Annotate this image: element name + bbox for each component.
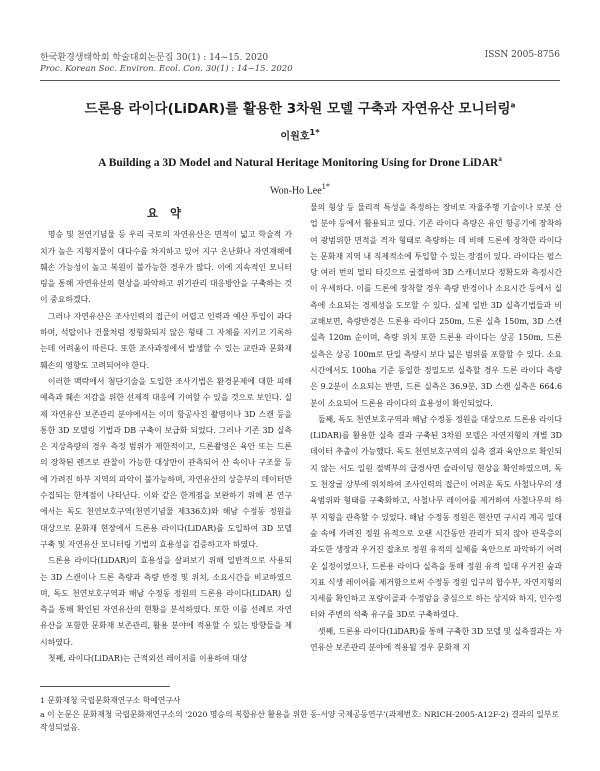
paragraph: 물의 형상 등 물리적 특성을 측정하는 장비로 자율주행 기술이나 로봇 산업 분야 등에서 활용되고 있다. 기존 라이다 측량은 유인 항공기에 장착하여 광범위한 면적을 격자 형태로 측량하는 데 비해 드론에 장착한 라이다는 문화재 지역 내 직제적소에 투입할 수 있는 장점이 있다. 라이다는 펄스 당 여러 번의 멀티 타깃으로 굴절하여 3D 스캐너보다 정확도와 측정시간이 우세하다. 이를 드론에 장착할 경우 측량 반경이나 소요시간 등에서 실측에 소요되는 경제성을 도모할 수 있다. 실제 일반 3D 실측기법들과 비교해보면, 측량반경은 드론용 라이다 250m, 드론 실측 150m, 3D 스캔 실측 120m 순이며, 측량 위치 또한 드론용 라이다는 상공 150m, 드론 실측은 상공 100m로 단일 측량시 보다 넓은 범위를 포함할 수 있다. 소요시간에서도 100ha 기준 동일한 정밀도로 실측할 경우 드론 라이다 측량은 9.2분이 소요되는 반면, 드론 실측은 36.9분, 3D 스캔 실측은 664.6분이 소요되어 드론용 라이다의 효용성이 확인되었다. [310,203,562,408]
paragraph: 이러한 맥락에서 첨단기술을 도입한 조사기법은 환경문제에 대한 피해예측과 훼손 저감을 위한 선제적 대응에 기여할 수 있을 것으로 보인다. 실제 자연유산 보존관리 분야에서는 이미 항공사진 촬영이나 3D 스캔 등을 통한 3D 모델링 기법과 DB 구축이 보급화 되었다. 그러나 기존 3D 실측은 지상측량의 경우 측정 범위가 제한적이고, 드론촬영은 육안 또는 드론의 장착된 렌즈로 관찰이 가능한 대상만이 관측되어 산 속이나 구조물 등에 가려진 하부 지역의 파악이 불가능하며, 자연유산의 상층부의 데이터만 수집되는 한계점이 나타난다. 이와 같은 한계점을 보완하기 위해 본 연구에서는 독도 천연보호구역(천연기념물 제336호)와 해남 수정동 정원을 대상으로 문화재 현장에서 드론용 라이다(LiDAR)를 도입하여 3D 모델 구축 및 자연유산 모니터링 기법의 효용성을 검증하고자 하였다. [40,376,292,549]
paragraph: 명승 및 천연기념물 등 우리 국토의 자연유산은 면적이 넓고 학술적 가치가 높은 지형지물이 대다수를 차지하고 있어 지구 온난화나 자연재해에 훼손 가능성이 높고 복원이 불가능한 경우가 많다. 이에 지속적인 모니터링을 통해 자연유산의 현상을 파악하고 위기관리 대응방안을 구축하는 것이 중요하겠다. [40,230,292,305]
title-ko-sup: a [510,101,516,110]
title-en-sup: a [498,155,502,163]
paper-title-en [20,155,580,169]
author-en-sup: 1* [321,182,330,191]
paragraph: 첫째, 라이다(LiDAR)는 근적외선 레이저를 이용하여 대상 [47,654,248,664]
right-column [310,200,562,656]
journal-citation-en: Proc. Korean Soc. Environ. Ecol. Con. 30(1) : 14~15. 2020 [40,64,293,74]
left-column [40,205,292,667]
abstract-heading: 요 약 [146,206,186,220]
paragraph: 둘째, 독도 천연보호구역과 해남 수정동 정원을 대상으로 드론용 라이다(LiDAR)를 활용한 실측 결과 구축된 3차원 모델은 자연지형의 개별 3D 데이터 추출이 가능했다. 독도 천연보호구역의 실측 결과 육안으로 확인되지 않는 서도 일원 절벽부의 급경사면 슬라이딩 현상을 확인하였으며, 독도 천장굴 상부에 위치하여 조사인력의 접근이 어려운 독도 사철나무의 생육범위와 형태를 구축화하고, 사철나무 레이어를 제거하여 사철나무의 하부 지형을 관측할 수 있었다. 해남 수정동 정원은 현산면 구시리 계곡 일대 숲 속에 가려진 정원 유적으로 오랜 시간동안 관리가 되지 않아 관목층의 과도한 생장과 우거진 잡초로 정원 유적의 실체를 육안으로 파악하기 어려운 실정이었으나, 드론용 라이다 실측을 통해 정원 유적 일대 우거진 숲과 지표 식생 레이어를 제거함으로써 수정동 정원 입구의 합수부, 자연지형의 지세를 확인하고 포량이골과 수정암을 중심으로 하는 상지와 하지, 인수정 터와 주변의 석축 유구를 3D로 구축하였다. [310,414,562,620]
footnote-rule [40,686,170,687]
paper-title-ko [20,97,580,117]
author-ko-name: 이원호 [280,131,310,143]
footnote-funding: a 이 논문은 문화재청 국립문화재연구소의 ‘2020 명승의 복합유산 활용을 위한 동-서양 국제공동연구’(과제번호: NRICH-2005-A12F-2) 결과의 일부로 작성되었음. [40,710,559,732]
journal-citation-ko: 한국환경생태학회 학술대회논문집 30(1) : 14~15. 2020 [40,53,269,63]
author-ko-sup: 1* [309,127,320,137]
author-en-name: Won-Ho Lee [269,185,322,197]
title-ko-text: 드론용 라이다(LiDAR)를 활용한 3차원 모델 구축과 자연유산 모니터링 [84,101,511,117]
author-en [0,182,600,196]
paragraph: 셋째, 드론용 라이다(LiDAR)를 통해 구축한 3D 모델 및 실측결과는 자연유산 보존관리 분야에 적용될 경우 문화재 지 [310,626,562,653]
header-rule [40,80,560,81]
title-en-text: A Building a 3D Model and Natural Heritage Monitoring Using for Drone LiDAR [98,156,499,169]
journal-header-ko [40,50,560,63]
issn: ISSN 2005-8756 [484,50,560,60]
author-ko [0,127,600,142]
paragraph: 드론용 라이다(LiDAR)의 효용성을 살펴보기 위해 일반적으로 사용되는 3D 스캔이나 드론 측량과 측량 반경 및 위치, 소요시간을 비교하였으며, 독도 천연보호구역과 해남 수정동 정원의 드론용 라이다(LiDAR) 실측을 통해 확인된 자연유산의 현황을 분석하였다. 또한 이를 선례로 자연유산을 포함한 문화재 보존관리, 활용 분야에 적용할 수 있는 방향들을 제시하였다. [40,556,292,647]
footnote-affiliation: 1 문화재청 국립문화재연구소 학예연구사 [40,696,181,705]
paragraph: 그러나 자연유산은 조사인력의 접근이 어렵고 인력과 예산 투입이 과다하며, 석탑이나 건물처럼 정형화되지 않은 형태 그 자체를 지키고 기록하는데 어려움이 따른다. 또한 조사과정에서 발생할 수 있는 교란과 문화재 훼손의 영향도 고려되어야 한다. [40,311,292,370]
